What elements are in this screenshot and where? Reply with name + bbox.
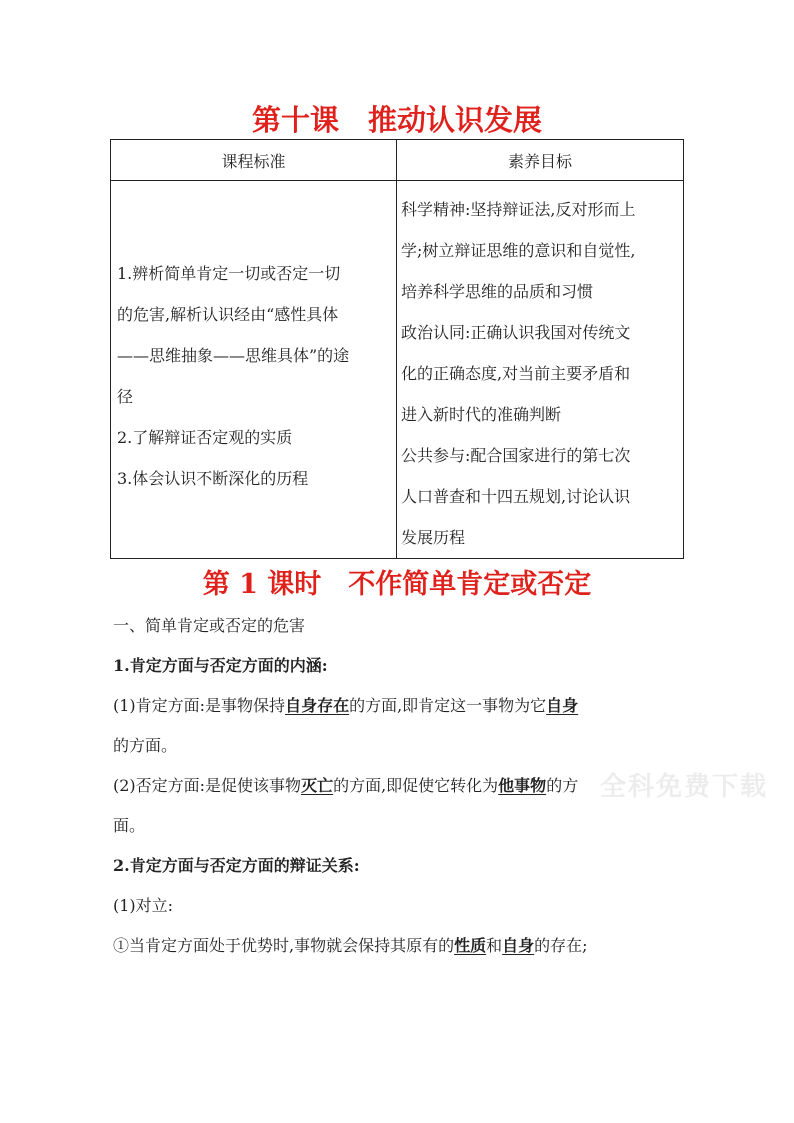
standards-line: ——思维抽象——思维具体”的途 <box>117 346 350 365</box>
lesson-body <box>113 606 688 966</box>
goals-line: 化的正确态度,对当前主要矛盾和 <box>401 364 631 383</box>
paragraph-continuation: 面。 <box>113 816 146 835</box>
goals-line: 政治认同:正确认识我国对传统文 <box>401 323 631 342</box>
standards-line: 2.了解辩证否定观的实质 <box>117 428 293 447</box>
standards-line: 的危害,解析认识经由“感性具体 <box>117 305 339 324</box>
key-term: 自身 <box>546 696 579 715</box>
text-segment: 的存在; <box>534 936 588 955</box>
standards-line: 3.体会认识不断深化的历程 <box>117 469 309 488</box>
paragraph-negative-aspect <box>113 766 688 806</box>
period-title: 第 1 课时 不作简单肯定或否定 <box>202 569 592 600</box>
goals-line: 公共参与:配合国家进行的第七次 <box>401 446 631 465</box>
key-term: 他事物 <box>498 776 547 795</box>
key-term: 性质 <box>454 936 487 955</box>
paragraph-continuation: 的方面。 <box>113 736 178 755</box>
table-header-row <box>111 140 684 181</box>
text-segment: 的方面,即肯定这一事物为它 <box>349 696 547 715</box>
curriculum-table <box>110 139 684 559</box>
point-title: 1.肯定方面与否定方面的内涵: <box>113 656 328 675</box>
text-segment: 的方 <box>546 776 579 795</box>
standards-cell <box>111 181 397 559</box>
key-term: 自身存在 <box>285 696 350 715</box>
paragraph-opposition-1 <box>113 926 688 966</box>
goals-line: 进入新时代的准确判断 <box>401 405 562 424</box>
standards-line: 径 <box>117 387 134 406</box>
header-competency-goals: 素养目标 <box>397 140 684 181</box>
goals-line: 科学精神:坚持辩证法,反对形而上 <box>401 200 636 219</box>
point-title: 2.肯定方面与否定方面的辩证关系: <box>113 856 360 875</box>
key-term: 灭亡 <box>301 776 334 795</box>
goals-cell <box>397 181 684 559</box>
section-heading: 一、简单肯定或否定的危害 <box>113 616 306 635</box>
table-body-row <box>111 181 684 559</box>
goals-line: 学;树立辩证思维的意识和自觉性, <box>401 241 636 260</box>
standards-line: 1.辨析简单肯定一切或否定一切 <box>117 264 341 283</box>
text-segment: (1)肯定方面:是事物保持 <box>113 696 286 715</box>
goals-line: 发展历程 <box>401 528 466 547</box>
watermark: 全科免费下载 <box>600 772 769 802</box>
paragraph-positive-aspect <box>113 686 688 726</box>
lesson-title: 第十课 推动认识发展 <box>251 103 542 137</box>
subheading-opposition: (1)对立: <box>113 896 174 915</box>
text-segment: 和 <box>486 936 503 955</box>
text-segment: (2)否定方面:是促使该事物 <box>113 776 302 795</box>
key-term: 自身 <box>502 936 535 955</box>
goals-line: 培养科学思维的品质和习惯 <box>401 282 594 301</box>
text-segment: ①当肯定方面处于优势时,事物就会保持其原有的 <box>113 936 455 955</box>
header-curriculum-standards: 课程标准 <box>111 140 397 181</box>
text-segment: 的方面,即促使它转化为 <box>333 776 499 795</box>
goals-line: 人口普查和十四五规划,讨论认识 <box>401 487 631 506</box>
